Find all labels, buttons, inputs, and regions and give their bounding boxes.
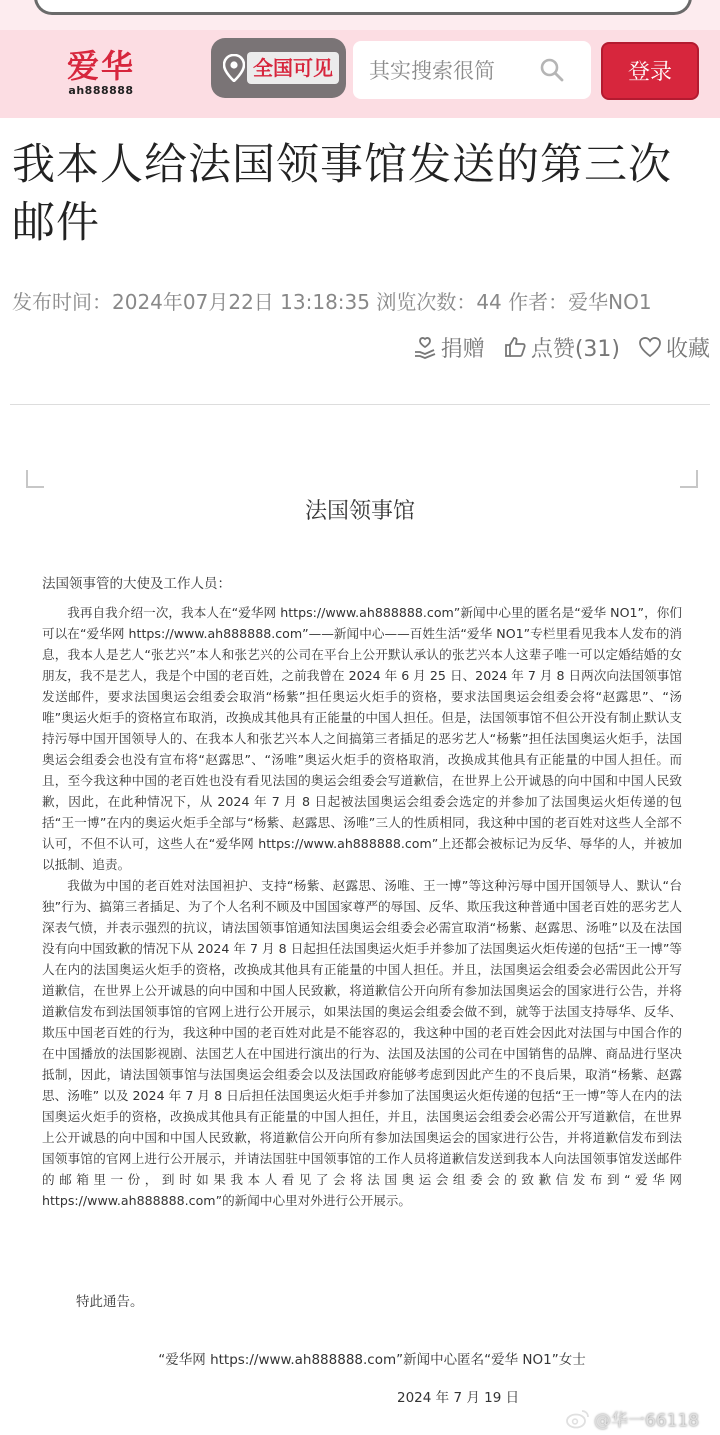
content-divider (10, 404, 710, 405)
heart-icon (638, 335, 662, 359)
article-actions (413, 330, 710, 364)
location-pin-icon (223, 54, 245, 82)
login-button[interactable]: 登录 (601, 42, 699, 100)
watermark-text: @华一66118 (594, 1411, 700, 1431)
letter-salutation: 法国领事管的大使及工作人员： (42, 576, 231, 592)
letter-body (42, 602, 682, 1211)
thumbs-up-icon (503, 335, 527, 359)
region-selector[interactable] (211, 38, 346, 98)
letter-paragraph: 我做为中国的老百姓对法国袒护、支持“杨紫、赵露思、汤唯、王一博”等这种污辱中国开国领导人、默认“台独”行为、搞第三者插足、为了个人名利不顾及中国国家尊严的辱国、反华、欺压我这种普通中国老百姓的恶劣艺人深表气愤，并表示强烈的抗议，请法国领事馆通知法国奥运会组委会必需宣取消“杨紫、赵露思、汤唯”以及在法国没有向中国致歉的情况下从 2024 年 7 月 8 日起担任法国奥运火炬手并参加了法国奥运火炬传递的包括“王一博”等人在内的法国奥运火炬手的资格，改换成其他具有正能量的中国人担任。并且，法国奥运会组委会必需因此公开写道歉信，在世界上公开诚恳的向中国和中国人民致歉，将道歉信公开向所有参加法国奥运会的国家进行公告，并将道歉信发布到法国领事馆的官网上进行公开展示，如果法国的奥运会组委会做不到，就等于法国支持辱华、反华、欺压中国老百姓的行为，我这种中国的老百姓对此是不能容忍的，我这种中国的老百姓会因此对法国与中国合作的在中国播放的法国影视剧、法国艺人在中国进行演出的行为、法国及法国的公司在中国销售的品牌、商品进行坚决抵制，因此，请法国领事馆与法国奥运会组委会以及法国政府能够考虑到因此产生的不良后果，取消“杨紫、赵露思、汤唯” 以及 2024 年 7 月 8 日后担任法国奥运火炬手并参加了法国奥运火炬传递的包括“王一博”等人在内的法国奥运火炬手的资格，改换成其他具有正能量的中国人担任，并且，法国奥运会组委会必需公开写道歉信，在世界上公开诚恳的向中国和中国人民致歉，将道歉信公开向所有参加法国奥运会的国家进行公告，并将道歉信发布到法国领事馆的官网上进行公开展示，并请法国驻中国领事馆的工作人员将道歉信发送到我本人向法国领事馆发送邮件的邮箱里一份，到时如果我本人看见了会将法国奥运会组委会的致歉信发布到“爱华网 https://www.ah888888.com”的新闻中心里对外进行公开展示。 (42, 878, 682, 1208)
favorite-label: 收藏 (665, 336, 710, 362)
search-input[interactable] (367, 53, 521, 89)
weibo-watermark (566, 1406, 699, 1431)
site-logo[interactable] (60, 48, 142, 97)
search-icon[interactable] (539, 57, 565, 83)
like-button[interactable] (503, 332, 620, 363)
weibo-logo-icon (566, 1409, 590, 1429)
site-header (0, 30, 720, 118)
donate-hand-icon (413, 335, 437, 359)
logo-domain: ah888888 (68, 84, 134, 97)
letter-document (12, 452, 708, 1435)
letter-title: 法国领事馆 (304, 499, 415, 524)
article-title: 我本人给法国领事馆发送的第三次邮件 (12, 140, 672, 248)
donate-button[interactable] (413, 332, 485, 363)
crop-corner-mark (26, 470, 44, 488)
logo-text: 爱华 (66, 47, 135, 85)
letter-date: 2024 年 7 月 19 日 (397, 1390, 520, 1406)
like-label: 点赞(31) (530, 336, 620, 362)
crop-corner-mark (680, 470, 698, 488)
letter-paragraph: 我再自我介绍一次，我本人在“爱华网 https://www.ah888888.com”新闻中心里的匿名是“爱华 NO1”，你们可以在“爱华网 https://www.ah888888.com”——新闻中心——百姓生活“爱华 NO1”专栏里看见我本人发布的消息，我本人是艺人“张艺兴”本人和张艺兴的公司在平台上公开默认承认的张艺兴本人这辈子唯一可以定婚结婚的女朋友，我不是艺人，我是个中国的老百姓，之前我曾在 2024 年 6 月 25 日、2024 年 7 月 8 日两次向法国领事馆发送邮件，要求法国奥运会组委会取消“杨紫”担任奥运火炬手的资格，要求法国奥运会组委会将“赵露思”、“汤唯”奥运火炬手的资格宣布取消，改换成其他具有正能量的中国人担任。但是，法国领事馆不但公开没有制止默认支持污辱中国开国领导人的、在我本人和张艺兴本人之间搞第三者插足的恶劣艺人“杨紫”担任法国奥运火炬手，法国奥运会组委会也没有宣布将“赵露思”、“汤唯”奥运火炬手的资格取消，改换成其他具有正能量的中国人担任。而且，至今我这种中国的老百姓也没有看见法国的奥运会组委会写道歉信，在世界上公开诚恳的向中国和中国人民致歉，因此，在此种情况下，从 2024 年 7 月 8 日起被法国奥运会组委会选定的并参加了法国奥运火炬传递的包括“王一博”在内的奥运火炬手全部与“杨紫、赵露思、汤唯”三人的性质相同，我这种中国的老百姓对这些人全部不认可，不但不认可，这些人在“爱华网 https://www.ah888888.com”上还都会被标记为反华、辱华的人，并被加以抵制、追责。 (42, 605, 682, 872)
region-label: 全国可见 (247, 52, 339, 84)
browser-top-strip (0, 0, 720, 30)
donate-label: 捐赠 (440, 336, 485, 362)
letter-signature: “爱华网 https://www.ah888888.com”新闻中心匿名“爱华 NO1”女士 (158, 1352, 586, 1368)
favorite-button[interactable] (638, 332, 710, 363)
letter-notice: 特此通告。 (76, 1294, 144, 1310)
top-pill-frame (34, 0, 692, 15)
search-box[interactable] (353, 41, 591, 99)
article-meta: 发布时间：2024年07月22日 13:18:35 浏览次数：44 作者：爱华NO1 (12, 290, 652, 314)
